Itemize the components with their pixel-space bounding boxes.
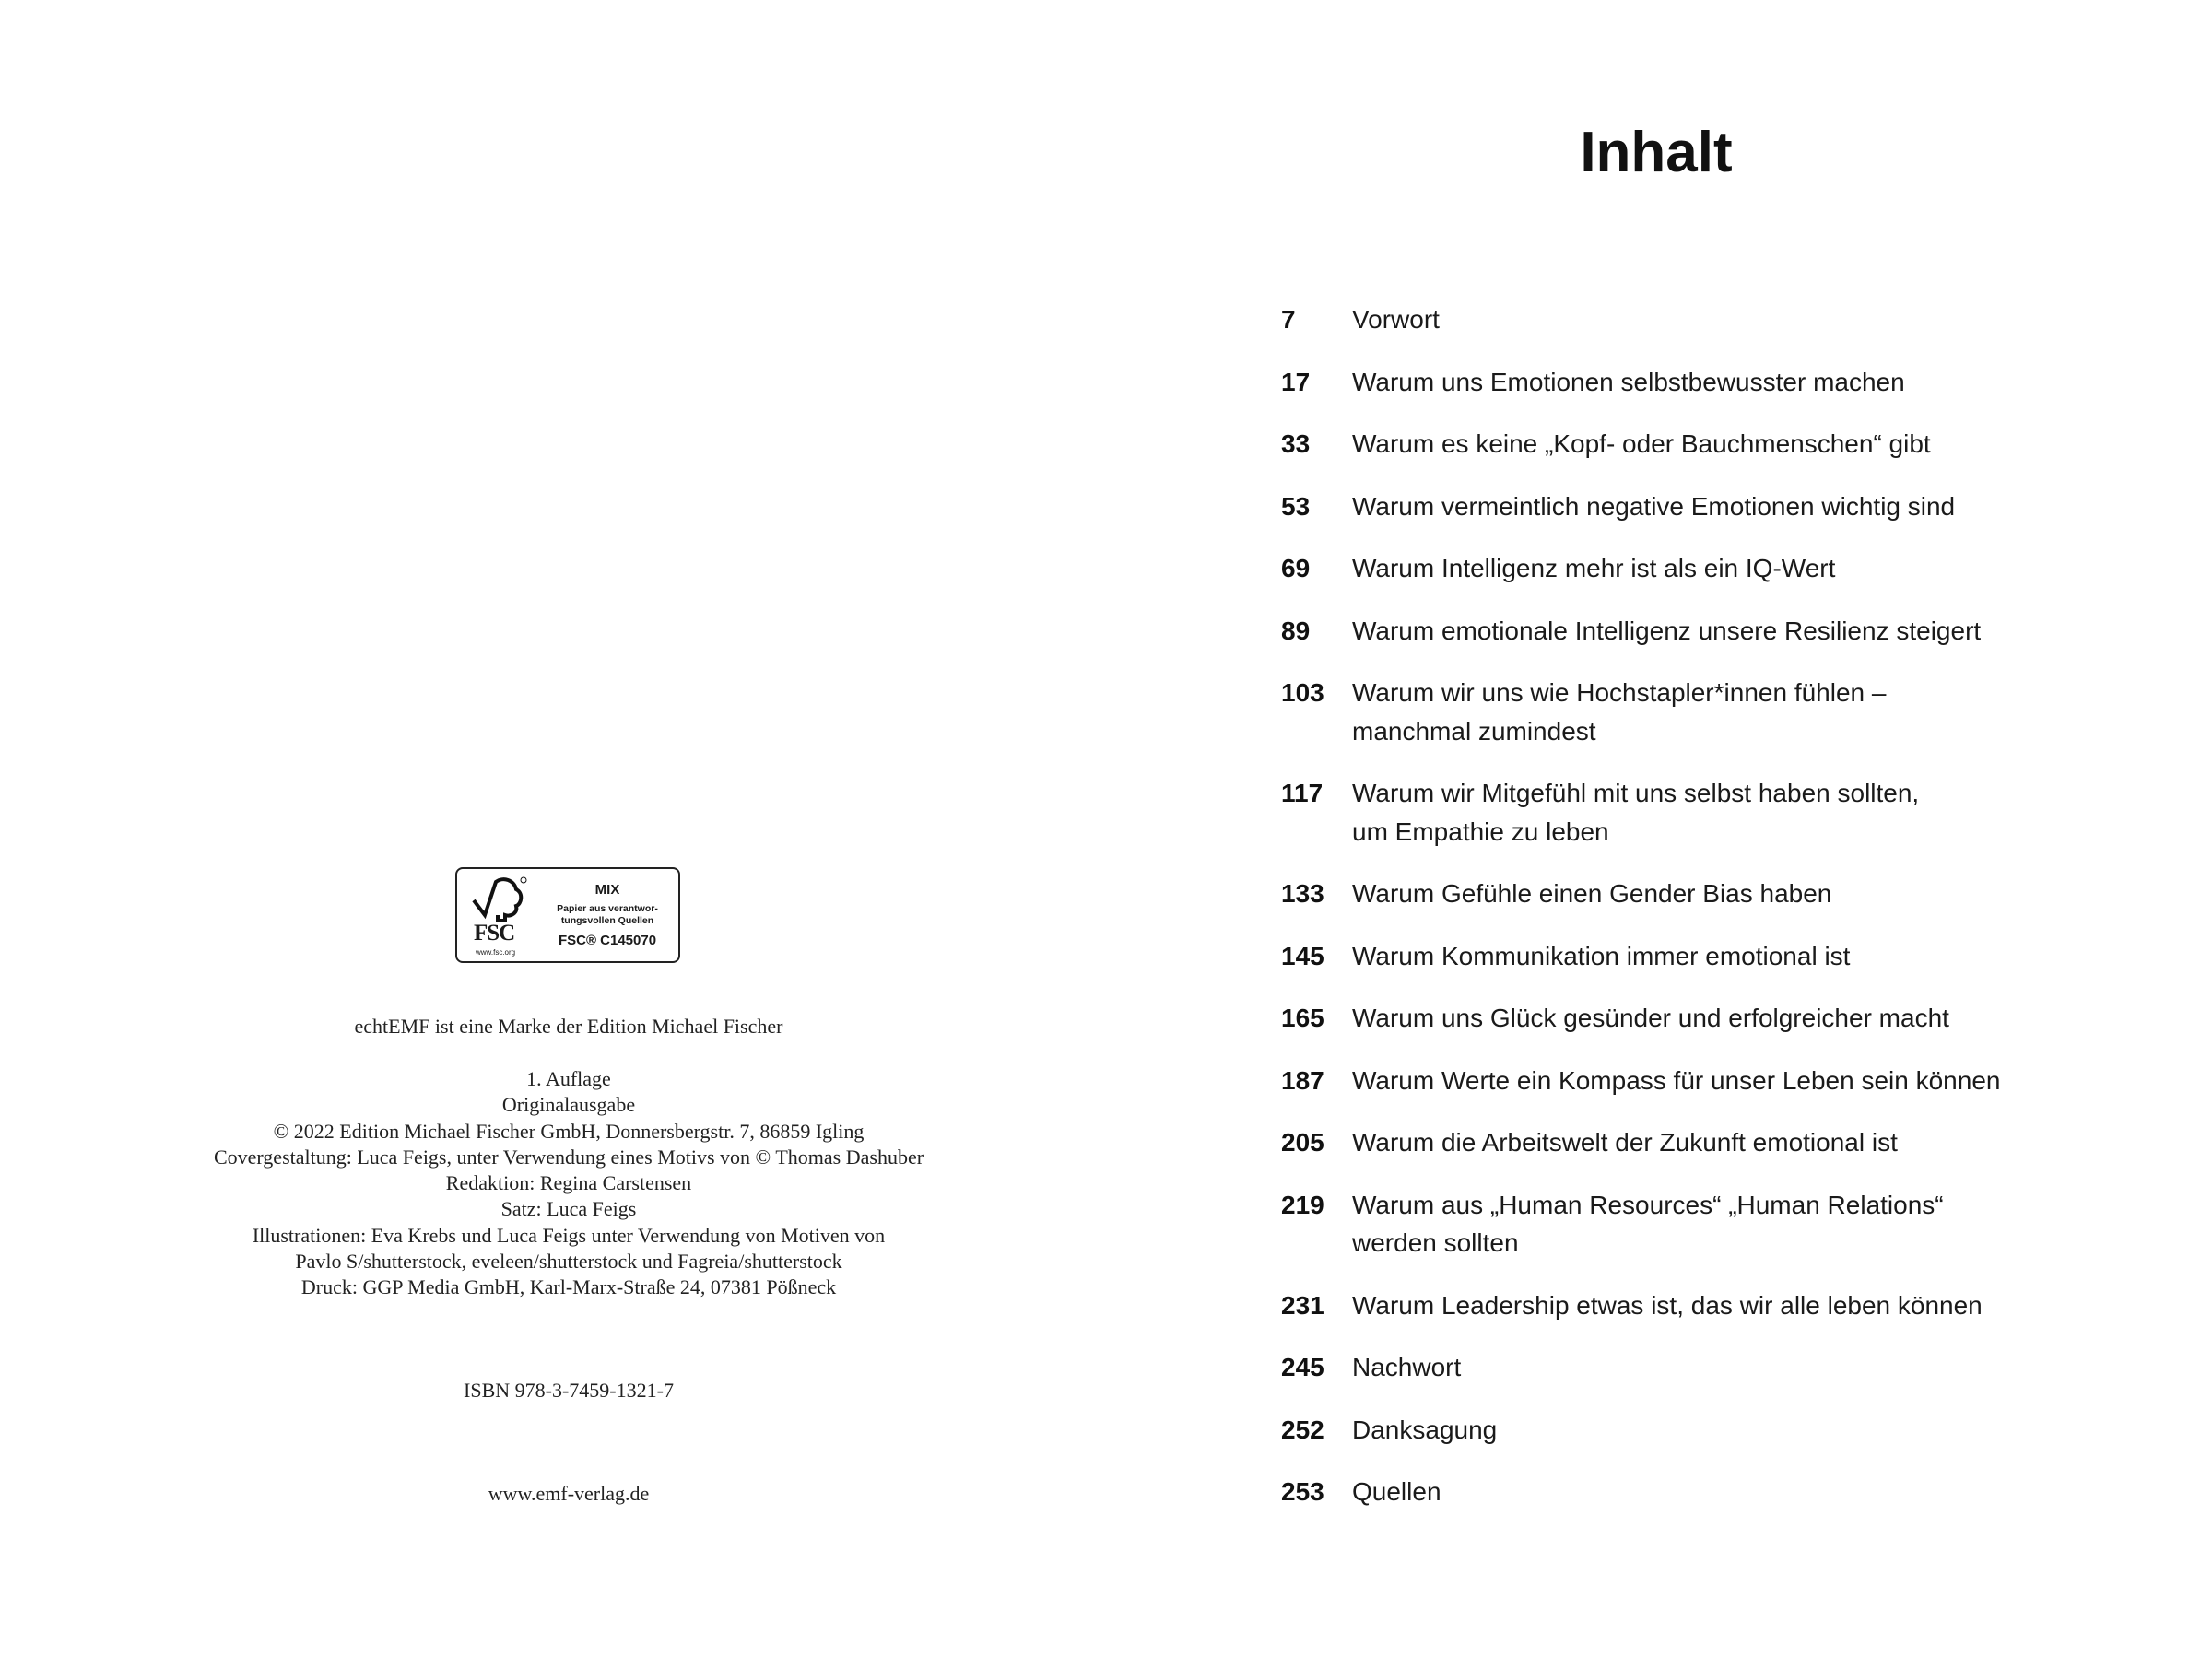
table-of-contents-page [1137, 0, 2212, 1668]
toc-chapter-title: Warum Intelligenz mehr ist als ein IQ-Wert [1352, 554, 1836, 582]
toc-chapter-title: Vorwort [1352, 305, 1440, 334]
brand-line: echtEMF ist eine Marke der Edition Michael Fischer [354, 1015, 783, 1038]
toc-page-number: 245 [1281, 1353, 1324, 1381]
imprint-line: 1. Auflage [526, 1067, 611, 1090]
toc-chapter-title: Warum vermeintlich negative Emotionen wichtig sind [1352, 491, 1956, 521]
toc-entry[interactable] [1281, 1411, 2000, 1450]
toc-entry[interactable] [1281, 875, 2000, 913]
toc-entry[interactable] [1281, 774, 2000, 851]
fsc-label [455, 867, 680, 963]
toc-entry[interactable] [1281, 937, 2000, 976]
toc-chapter-title: Warum Kommunikation immer emotional ist [1352, 941, 1851, 970]
toc-page-number: 33 [1281, 429, 1311, 458]
toc-page-number: 53 [1281, 491, 1311, 521]
toc-chapter-title: Warum Leadership etwas ist, das wir alle leben können [1352, 1290, 1983, 1320]
toc-entry[interactable] [1281, 1473, 2000, 1511]
toc-chapter-title: Warum wir Mitgefühl mit uns selbst haben sollten, um Empathie zu leben [1352, 779, 1920, 846]
fsc-paper-text: Papier aus verantwor- tungsvollen Quellen [557, 903, 658, 926]
fsc-tree-check-icon [468, 875, 533, 926]
toc-page-number: 103 [1281, 678, 1324, 707]
toc-page-number: 117 [1281, 779, 1324, 807]
toc-chapter-title: Warum uns Glück gesünder und erfolgreicher macht [1352, 1004, 1949, 1032]
toc-page-number: 145 [1281, 941, 1324, 970]
toc-page-number: 7 [1281, 305, 1296, 334]
toc-entry[interactable] [1281, 1123, 2000, 1162]
imprint-line: Pavlo S/shutterstock, eveleen/shutterstock und Fagreia/shutterstock [295, 1250, 842, 1274]
toc-chapter-title: Warum die Arbeitswelt der Zukunft emotional ist [1352, 1128, 1898, 1157]
toc-page-number: 69 [1281, 554, 1311, 582]
toc-chapter-title: Warum uns Emotionen selbstbewusster machen [1352, 367, 1905, 396]
toc-chapter-title: Warum Gefühle einen Gender Bias haben [1352, 879, 1832, 908]
toc-entry[interactable] [1281, 674, 2000, 750]
toc-page-number: 89 [1281, 616, 1311, 645]
imprint-line: Satz: Luca Feigs [500, 1197, 637, 1221]
isbn: ISBN 978-3-7459-1321-7 [464, 1379, 674, 1402]
toc-chapter-title: Warum wir uns wie Hochstapler*innen fühlen – manchmal zumindest [1352, 678, 1887, 746]
toc-page-number: 231 [1281, 1290, 1324, 1320]
imprint-line: Redaktion: Regina Carstensen [445, 1171, 692, 1195]
website-link[interactable]: www.emf-verlag.de [488, 1482, 650, 1505]
toc-entry[interactable] [1281, 425, 2000, 464]
toc-page-number: 253 [1281, 1477, 1324, 1506]
imprint-line: Illustrationen: Eva Krebs und Luca Feigs unter Verwendung von Motiven von [252, 1223, 886, 1247]
toc-page-number: 205 [1281, 1128, 1324, 1157]
toc-page-number: 187 [1281, 1065, 1324, 1095]
imprint-line: Originalausgabe [501, 1093, 636, 1117]
toc-entry[interactable] [1281, 1186, 2000, 1263]
toc-entry[interactable] [1281, 363, 2000, 402]
toc-chapter-title: Quellen [1352, 1477, 1441, 1506]
imprint-line: Druck: GGP Media GmbH, Karl-Marx-Straße 24, 07381 Pößneck [300, 1275, 837, 1299]
fsc-url: www.fsc.org [476, 948, 516, 957]
page-title: Inhalt [1580, 121, 1733, 184]
fsc-code: FSC® C145070 [558, 933, 657, 948]
toc-chapter-title: Danksagung [1352, 1415, 1498, 1444]
toc-chapter-title: Nachwort [1352, 1353, 1462, 1381]
toc-entry[interactable] [1281, 549, 2000, 588]
toc-page-number: 133 [1281, 879, 1324, 908]
toc-page-number: 165 [1281, 1004, 1324, 1032]
toc-page-number: 219 [1281, 1190, 1324, 1219]
imprint-line: © 2022 Edition Michael Fischer GmbH, Donnersbergstr. 7, 86859 Igling [273, 1119, 865, 1143]
toc-entry[interactable] [1281, 1286, 2000, 1325]
toc-chapter-title: Warum es keine „Kopf- oder Bauchmenschen“ gibt [1352, 429, 1931, 458]
fsc-mix: MIX [594, 882, 620, 898]
toc-page-number: 17 [1281, 367, 1311, 396]
toc-entry[interactable] [1281, 612, 2000, 651]
toc-entry[interactable] [1281, 999, 2000, 1038]
toc-chapter-title: Warum aus „Human Resources“ „Human Relations“ werden sollten [1352, 1190, 1944, 1257]
toc-list [1281, 300, 2000, 1535]
imprint-line: Covergestaltung: Luca Feigs, unter Verwendung eines Motivs von © Thomas Dashuber [213, 1145, 924, 1169]
toc-chapter-title: Warum Werte ein Kompass für unser Leben sein können [1352, 1065, 2001, 1095]
toc-page-number: 252 [1281, 1415, 1324, 1444]
toc-entry[interactable] [1281, 300, 2000, 339]
toc-entry[interactable] [1281, 1348, 2000, 1387]
toc-entry[interactable] [1281, 487, 2000, 526]
toc-chapter-title: Warum emotionale Intelligenz unsere Resilienz steigert [1352, 616, 1982, 645]
toc-entry[interactable] [1281, 1062, 2000, 1100]
fsc-brand: FSC [474, 921, 515, 946]
imprint-block [0, 1066, 1137, 1301]
